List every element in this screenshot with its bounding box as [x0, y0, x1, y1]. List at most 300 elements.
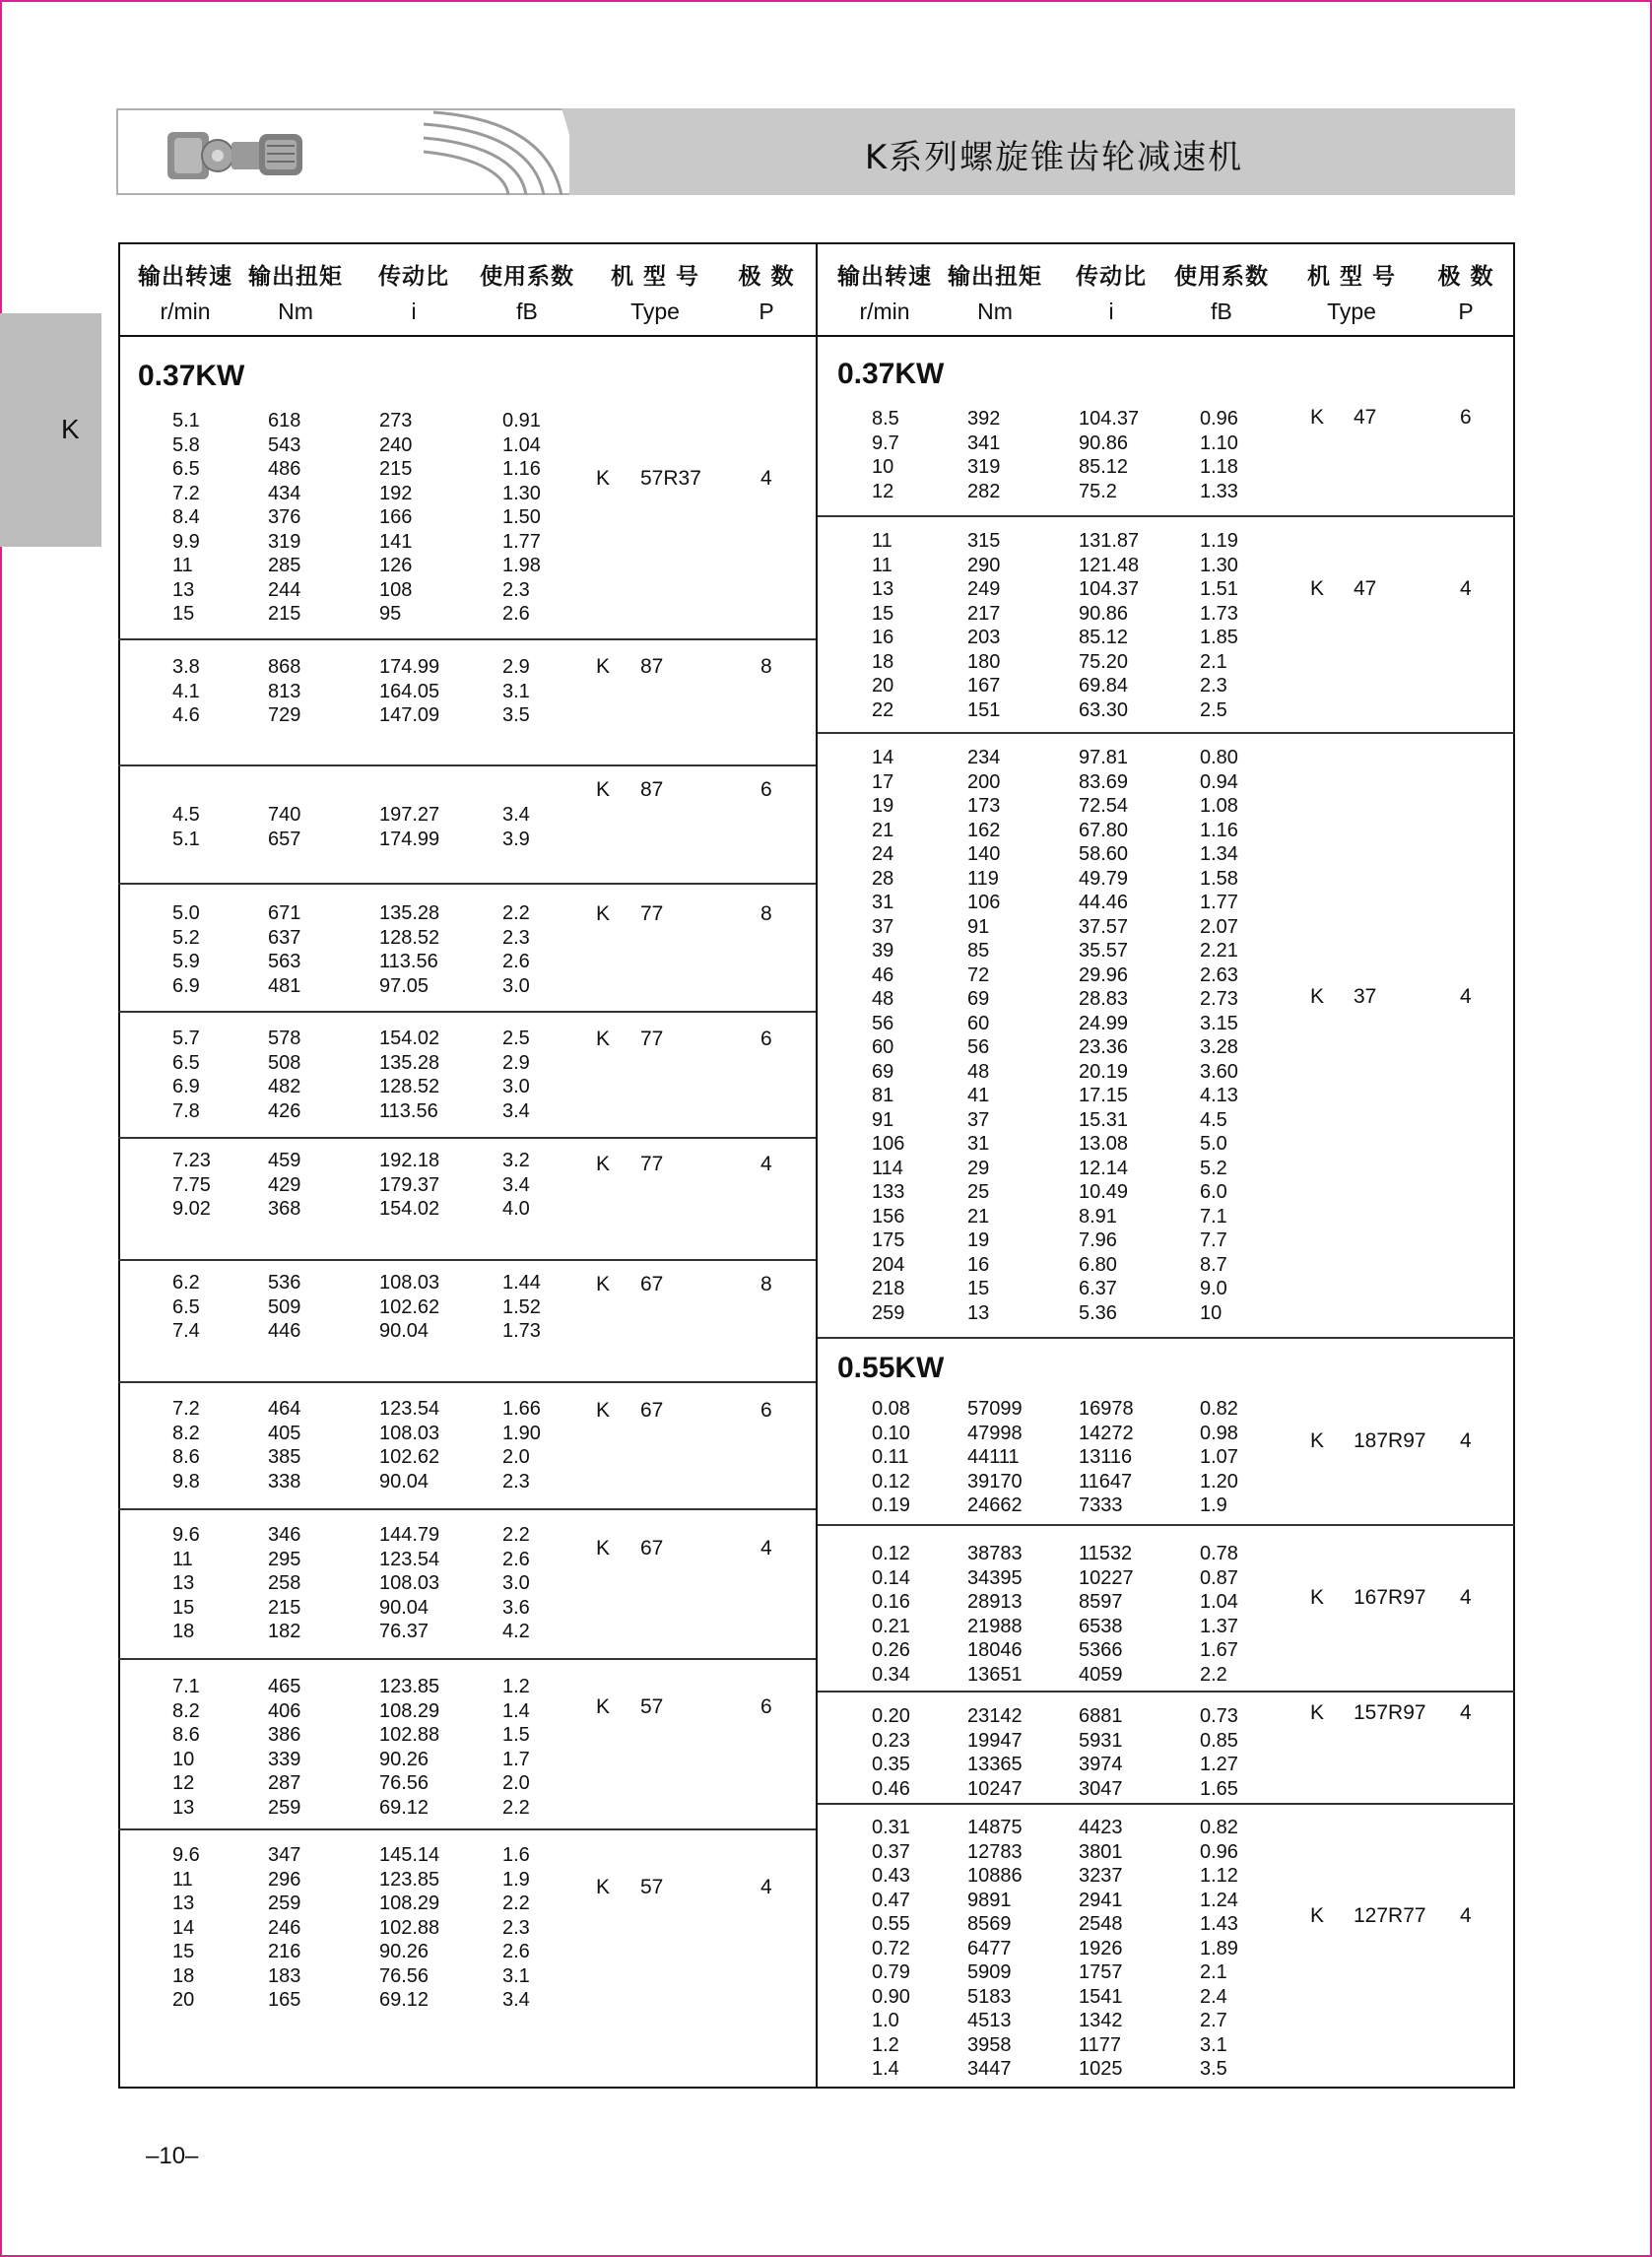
ratio-cell: 11647 [1079, 1470, 1133, 1493]
ratio-cell: 102.62 [379, 1295, 440, 1318]
ratio-cell: 192.18 [379, 1150, 440, 1171]
model-type-number: 67 [640, 1537, 664, 1560]
service-factor-cell: 9.0 [1200, 1278, 1227, 1299]
ratio-cell: 4059 [1079, 1663, 1123, 1686]
service-factor-cell: 2.2 [502, 1796, 530, 1819]
column-header-unit: P [1458, 299, 1474, 324]
ratio-cell: 24.99 [1079, 1012, 1129, 1034]
table-row [0, 1012, 1652, 1036]
service-factor-cell: 0.94 [1200, 770, 1238, 793]
output-torque-cell: 10886 [967, 1865, 1023, 1887]
output-torque-cell: 339 [268, 1748, 301, 1770]
output-torque-cell: 258 [268, 1572, 301, 1594]
model-type-number: 77 [640, 902, 664, 925]
table-row [0, 1840, 1652, 1865]
ratio-cell: 29.96 [1079, 963, 1129, 986]
column-header-unit: r/min [859, 299, 910, 324]
model-type-prefix: K [596, 1695, 611, 1718]
output-speed-cell: 81 [872, 1085, 894, 1106]
output-torque-cell: 24662 [967, 1494, 1023, 1516]
service-factor-cell: 1.73 [502, 1320, 541, 1342]
output-torque-cell: 338 [268, 1470, 301, 1493]
output-speed-cell: 6.9 [172, 1076, 200, 1097]
service-factor-cell: 3.2 [502, 1150, 530, 1171]
service-factor-cell: 3.15 [1200, 1012, 1238, 1034]
output-speed-cell: 7.4 [172, 1320, 200, 1342]
output-torque-cell: 60 [967, 1012, 990, 1034]
output-torque-cell: 406 [268, 1699, 301, 1722]
ratio-cell: 154.02 [379, 1028, 440, 1049]
output-torque-cell: 10247 [967, 1777, 1023, 1800]
table-row [0, 1542, 1652, 1566]
column-header-zh: 输出扭矩 [248, 264, 343, 290]
output-speed-cell: 21 [872, 819, 894, 841]
table-row [0, 1253, 1652, 1278]
output-torque-cell: 57099 [967, 1398, 1023, 1420]
output-speed-cell: 39 [872, 940, 894, 962]
ratio-cell: 6881 [1079, 1705, 1123, 1727]
output-speed-cell: 6.5 [172, 1295, 200, 1318]
model-type [1310, 985, 1507, 1011]
output-speed-cell: 48 [872, 988, 894, 1010]
ratio-cell: 128.52 [379, 1076, 440, 1097]
output-torque-cell: 482 [268, 1076, 301, 1097]
service-factor-cell: 1.04 [1200, 1591, 1238, 1613]
service-factor-cell: 0.98 [1200, 1422, 1238, 1444]
service-factor-cell: 1.85 [1200, 627, 1238, 648]
ratio-cell: 174.99 [379, 828, 440, 850]
service-factor-cell: 2.6 [502, 1548, 530, 1570]
output-torque-cell: 15 [967, 1278, 990, 1299]
service-factor-cell: 2.2 [502, 1892, 530, 1914]
group-divider [818, 515, 1515, 517]
column-header [1052, 258, 1170, 325]
model-type-prefix: K [596, 1028, 611, 1050]
service-factor-cell: 4.13 [1200, 1085, 1238, 1106]
page-title: K系列螺旋锥齿轮减速机 [864, 138, 1244, 177]
pole-count: 6 [760, 778, 772, 801]
table-row [0, 1035, 1652, 1060]
model-type-number: 57R37 [640, 467, 701, 490]
ratio-cell: 90.26 [379, 1748, 430, 1770]
output-speed-cell: 0.26 [872, 1639, 910, 1661]
service-factor-cell: 3.60 [1200, 1060, 1238, 1083]
model-type [1310, 1701, 1507, 1727]
model-type-number: 157R97 [1354, 1701, 1426, 1724]
ratio-cell: 10.49 [1079, 1181, 1129, 1203]
service-factor-cell: 1.7 [502, 1748, 530, 1770]
output-speed-cell: 0.20 [872, 1705, 910, 1727]
ratio-cell: 90.86 [1079, 431, 1129, 454]
table-row [0, 529, 1652, 554]
output-speed-cell: 6.5 [172, 458, 200, 480]
model-type-number: 187R97 [1354, 1429, 1426, 1452]
output-speed-cell: 0.79 [872, 1961, 910, 1983]
table-row [0, 1960, 1652, 1985]
pole-count: 8 [760, 1273, 772, 1295]
output-torque-cell: 200 [967, 770, 1001, 793]
output-torque-cell: 41 [967, 1085, 990, 1106]
service-factor-cell: 6.0 [1200, 1181, 1227, 1203]
output-speed-cell: 7.2 [172, 1398, 200, 1420]
column-header-unit: Type [630, 299, 680, 324]
ratio-cell: 108 [379, 578, 413, 601]
service-factor-cell: 1.30 [1200, 554, 1238, 576]
model-type-prefix: K [596, 1537, 611, 1560]
service-factor-cell: 1.2 [502, 1676, 530, 1697]
output-speed-cell: 3.8 [172, 656, 200, 678]
service-factor-cell: 2.9 [502, 1051, 530, 1074]
service-factor-cell: 1.16 [502, 458, 541, 480]
service-factor-cell: 2.0 [502, 1772, 530, 1794]
output-torque-cell: 543 [268, 433, 301, 456]
service-factor-cell: 1.33 [1200, 480, 1238, 502]
service-factor-cell: 0.85 [1200, 1729, 1238, 1752]
ratio-cell: 28.83 [1079, 988, 1129, 1010]
ratio-cell: 97.81 [1079, 747, 1129, 768]
ratio-cell: 15.31 [1079, 1108, 1129, 1131]
ratio-cell: 108.03 [379, 1422, 440, 1444]
table-row [0, 2057, 1652, 2082]
table-row [0, 480, 1652, 504]
ratio-cell: 10227 [1079, 1566, 1134, 1589]
column-header [936, 258, 1054, 325]
ratio-cell: 179.37 [379, 1173, 440, 1196]
column-header-zh: 极 数 [1437, 264, 1494, 290]
output-torque-cell: 44111 [967, 1446, 1020, 1468]
ratio-cell: 75.20 [1079, 650, 1129, 673]
service-factor-cell: 4.0 [502, 1198, 530, 1220]
service-factor-cell: 3.1 [502, 680, 530, 702]
output-speed-cell: 10 [872, 456, 894, 478]
model-type [1310, 1429, 1507, 1455]
model-type-prefix: K [596, 778, 611, 801]
table-row [0, 1132, 1652, 1157]
column-header-unit: fB [1211, 299, 1232, 324]
pole-count: 4 [1460, 1429, 1472, 1452]
model-type-prefix: K [596, 1273, 611, 1295]
output-torque-cell: 346 [268, 1524, 301, 1546]
service-factor-cell: 1.27 [1200, 1754, 1238, 1775]
service-factor-cell: 2.2 [502, 902, 530, 924]
column-header-unit: r/min [160, 299, 211, 324]
service-factor-cell: 1.6 [502, 1844, 530, 1866]
ratio-cell: 85.12 [1079, 627, 1129, 648]
output-speed-cell: 8.2 [172, 1699, 200, 1722]
output-torque-cell: 13 [967, 1301, 990, 1324]
model-type-number: 87 [640, 778, 664, 801]
column-header-unit: i [411, 299, 417, 324]
service-factor-cell: 1.67 [1200, 1639, 1238, 1661]
side-tab-letter: K [61, 414, 80, 444]
ratio-cell: 5366 [1079, 1639, 1123, 1661]
output-speed-cell: 7.23 [172, 1150, 211, 1171]
pole-count: 4 [1460, 1904, 1472, 1927]
output-speed-cell: 0.12 [872, 1543, 910, 1564]
ratio-cell: 135.28 [379, 902, 440, 924]
ratio-cell: 131.87 [1079, 530, 1140, 552]
output-torque-cell: 119 [967, 867, 999, 890]
table-row [0, 505, 1652, 530]
ratio-cell: 1342 [1079, 2010, 1123, 2031]
output-torque-cell: 165 [268, 1989, 301, 2011]
service-factor-cell: 0.82 [1200, 1398, 1238, 1420]
output-speed-cell: 5.9 [172, 951, 200, 972]
model-type-prefix: K [596, 1153, 611, 1175]
service-factor-cell: 3.4 [502, 1099, 530, 1122]
model-type [1310, 1904, 1507, 1930]
ratio-cell: 3047 [1079, 1777, 1123, 1800]
output-speed-cell: 0.12 [872, 1470, 910, 1493]
output-torque-cell: 486 [268, 458, 301, 480]
table-row [0, 1180, 1652, 1205]
ratio-cell: 7333 [1079, 1494, 1123, 1516]
output-speed-cell: 114 [872, 1157, 903, 1179]
pole-count: 8 [760, 902, 772, 925]
ratio-cell: 108.03 [379, 1572, 440, 1594]
output-torque-cell: 729 [268, 704, 301, 726]
output-torque-cell: 29 [967, 1157, 990, 1179]
output-torque-cell: 246 [268, 1916, 301, 1939]
ratio-cell: 2548 [1079, 1913, 1123, 1935]
output-torque-cell: 19947 [967, 1729, 1023, 1752]
service-factor-cell: 2.6 [502, 951, 530, 972]
column-header-unit: Nm [977, 299, 1013, 324]
ratio-cell: 23.36 [1079, 1036, 1129, 1058]
model-type-prefix: K [1310, 985, 1325, 1008]
output-torque-cell: 282 [967, 480, 1001, 502]
model-type-number: 47 [1354, 577, 1377, 600]
output-torque-cell: 3447 [967, 2058, 1012, 2080]
output-torque-cell: 376 [268, 506, 301, 528]
service-factor-cell: 4.2 [502, 1621, 530, 1642]
output-speed-cell: 5.2 [172, 926, 200, 949]
output-speed-cell: 9.02 [172, 1198, 211, 1220]
service-factor-cell: 3.4 [502, 1989, 530, 2011]
output-speed-cell: 0.55 [872, 1913, 910, 1935]
ratio-cell: 6.37 [1079, 1278, 1117, 1299]
output-speed-cell: 4.5 [172, 804, 200, 826]
output-speed-cell: 11 [172, 1868, 193, 1891]
output-speed-cell: 9.7 [872, 431, 899, 454]
output-torque-cell: 8569 [967, 1913, 1012, 1935]
output-torque-cell: 47998 [967, 1422, 1023, 1444]
output-torque-cell: 740 [268, 804, 301, 826]
model-type-number: 87 [640, 655, 664, 678]
output-speed-cell: 0.72 [872, 1937, 910, 1959]
ratio-cell: 90.04 [379, 1596, 430, 1619]
ratio-cell: 108.03 [379, 1272, 440, 1294]
output-speed-cell: 106 [872, 1133, 905, 1155]
pole-count: 4 [1460, 985, 1472, 1008]
model-type-prefix: K [596, 1399, 611, 1422]
group-divider [818, 1803, 1515, 1805]
ratio-cell: 14272 [1079, 1422, 1134, 1444]
output-torque-cell: 481 [268, 974, 301, 997]
output-torque-cell: 91 [967, 915, 990, 938]
table-row [0, 455, 1652, 480]
output-torque-cell: 21988 [967, 1615, 1023, 1637]
ratio-cell: 11532 [1079, 1543, 1133, 1564]
pole-count: 4 [1460, 577, 1472, 600]
output-speed-cell: 18 [872, 650, 894, 673]
output-torque-cell: 183 [268, 1964, 301, 1987]
column-header-zh: 机 型 号 [610, 264, 699, 290]
column-header-zh: 极 数 [738, 264, 795, 290]
output-torque-cell: 868 [268, 656, 301, 678]
ratio-cell: 90.86 [1079, 602, 1129, 625]
output-torque-cell: 368 [268, 1198, 301, 1220]
output-speed-cell: 31 [872, 892, 894, 913]
output-torque-cell: 31 [967, 1133, 990, 1155]
ratio-cell: 58.60 [1079, 843, 1129, 865]
service-factor-cell: 2.2 [502, 1524, 530, 1546]
column-header [355, 258, 473, 325]
output-torque-cell: 48 [967, 1060, 990, 1083]
output-speed-cell: 17 [872, 770, 894, 793]
table-row [0, 1084, 1652, 1108]
output-speed-cell: 9.9 [172, 530, 200, 553]
service-factor-cell: 3.4 [502, 804, 530, 826]
service-factor-cell: 4.5 [1200, 1108, 1227, 1131]
output-torque-cell: 16 [967, 1253, 990, 1276]
ratio-cell: 113.56 [379, 951, 438, 972]
output-speed-cell: 15 [872, 602, 894, 625]
output-speed-cell: 13 [172, 1796, 195, 1819]
ratio-cell: 123.54 [379, 1398, 440, 1420]
output-speed-cell: 175 [872, 1229, 905, 1251]
column-header [1292, 258, 1411, 325]
model-type-number: 77 [640, 1153, 664, 1175]
service-factor-cell: 1.19 [1200, 530, 1238, 552]
service-factor-cell: 2.1 [1200, 1961, 1227, 1983]
output-torque-cell: 69 [967, 988, 990, 1010]
ratio-cell: 8597 [1079, 1591, 1123, 1613]
service-factor-cell: 0.87 [1200, 1566, 1238, 1589]
output-speed-cell: 0.11 [872, 1446, 909, 1468]
output-torque-cell: 296 [268, 1868, 301, 1891]
service-factor-cell: 1.4 [502, 1699, 530, 1722]
table-row [0, 1301, 1652, 1326]
table-row [0, 746, 1652, 770]
group-divider [818, 732, 1515, 734]
output-speed-cell: 218 [872, 1278, 905, 1299]
output-speed-cell: 133 [872, 1181, 905, 1203]
service-factor-cell: 1.52 [502, 1295, 541, 1318]
output-speed-cell: 13 [172, 578, 195, 601]
service-factor-cell: 3.1 [1200, 2033, 1227, 2056]
model-type-number: 67 [640, 1399, 664, 1422]
table-row [0, 1615, 1652, 1639]
output-torque-cell: 21 [967, 1205, 990, 1228]
model-type-number: 37 [1354, 985, 1377, 1008]
column-header-unit: Type [1327, 299, 1376, 324]
service-factor-cell: 8.7 [1200, 1253, 1227, 1276]
ratio-cell: 5.36 [1079, 1301, 1117, 1324]
output-speed-cell: 6.9 [172, 974, 200, 997]
service-factor-cell: 1.16 [1200, 819, 1238, 841]
output-speed-cell: 10 [172, 1748, 195, 1770]
output-speed-cell: 0.14 [872, 1566, 910, 1589]
output-speed-cell: 28 [872, 867, 894, 890]
service-factor-cell: 1.43 [1200, 1913, 1238, 1935]
output-torque-cell: 203 [967, 627, 1001, 648]
output-speed-cell: 19 [872, 795, 894, 817]
table-row [0, 1060, 1652, 1085]
power-rating-heading: 0.55KW [837, 1352, 945, 1384]
service-factor-cell: 1.20 [1200, 1470, 1238, 1493]
service-factor-cell: 1.77 [1200, 892, 1238, 913]
model-type [1310, 577, 1507, 603]
table-row [0, 1864, 1652, 1889]
model-type-number: 77 [640, 1028, 664, 1050]
table-row [0, 1638, 1652, 1663]
ratio-cell: 12.14 [1079, 1157, 1129, 1179]
model-type-number: 57 [640, 1695, 664, 1718]
model-type-prefix: K [1310, 1701, 1325, 1724]
output-torque-cell: 37 [967, 1108, 990, 1131]
model-type-prefix: K [596, 467, 611, 490]
service-factor-cell: 2.21 [1200, 940, 1238, 962]
ratio-cell: 83.69 [1079, 770, 1129, 793]
group-divider [818, 1691, 1515, 1693]
ratio-cell: 215 [379, 458, 413, 480]
column-header-zh: 使用系数 [480, 264, 574, 290]
service-factor-cell: 2.1 [1200, 650, 1227, 673]
ratio-cell: 76.56 [379, 1964, 430, 1987]
table-row [0, 1663, 1652, 1688]
service-factor-cell: 0.73 [1200, 1705, 1238, 1727]
output-speed-cell: 15 [172, 1596, 195, 1619]
column-header-unit: Nm [278, 299, 313, 324]
ratio-cell: 97.05 [379, 974, 430, 997]
output-torque-cell: 315 [967, 530, 1001, 552]
output-torque-cell: 459 [268, 1150, 301, 1171]
output-torque-cell: 536 [268, 1272, 301, 1294]
pole-count: 4 [760, 467, 772, 490]
output-torque-cell: 173 [967, 795, 1001, 817]
ratio-cell: 145.14 [379, 1844, 440, 1866]
output-torque-cell: 39170 [967, 1470, 1023, 1493]
ratio-cell: 13.08 [1079, 1133, 1129, 1155]
output-speed-cell: 11 [172, 1548, 193, 1570]
ratio-cell: 49.79 [1079, 867, 1129, 890]
table-row [0, 626, 1652, 650]
ratio-cell: 95 [379, 603, 402, 625]
output-speed-cell: 9.6 [172, 1524, 200, 1546]
service-factor-cell: 1.51 [1200, 578, 1238, 600]
ratio-cell: 69.12 [379, 1796, 430, 1819]
output-torque-cell: 319 [268, 530, 301, 553]
table-row [0, 1157, 1652, 1181]
output-speed-cell: 7.2 [172, 482, 200, 504]
ratio-cell: 123.85 [379, 1868, 440, 1891]
output-torque-cell: 290 [967, 554, 1001, 576]
output-torque-cell: 637 [268, 926, 301, 949]
service-factor-cell: 1.58 [1200, 867, 1238, 890]
output-torque-cell: 671 [268, 902, 301, 924]
service-factor-cell: 1.37 [1200, 1615, 1238, 1637]
model-type-prefix: K [596, 655, 611, 678]
table-row [0, 1816, 1652, 1840]
output-speed-cell: 13 [872, 578, 894, 600]
service-factor-cell: 3.6 [502, 1596, 530, 1619]
ratio-cell: 104.37 [1079, 578, 1140, 600]
output-speed-cell: 18 [172, 1964, 195, 1987]
column-header-zh: 传动比 [1076, 264, 1147, 290]
ratio-cell: 1025 [1079, 2058, 1123, 2080]
output-speed-cell: 1.2 [872, 2033, 899, 2056]
